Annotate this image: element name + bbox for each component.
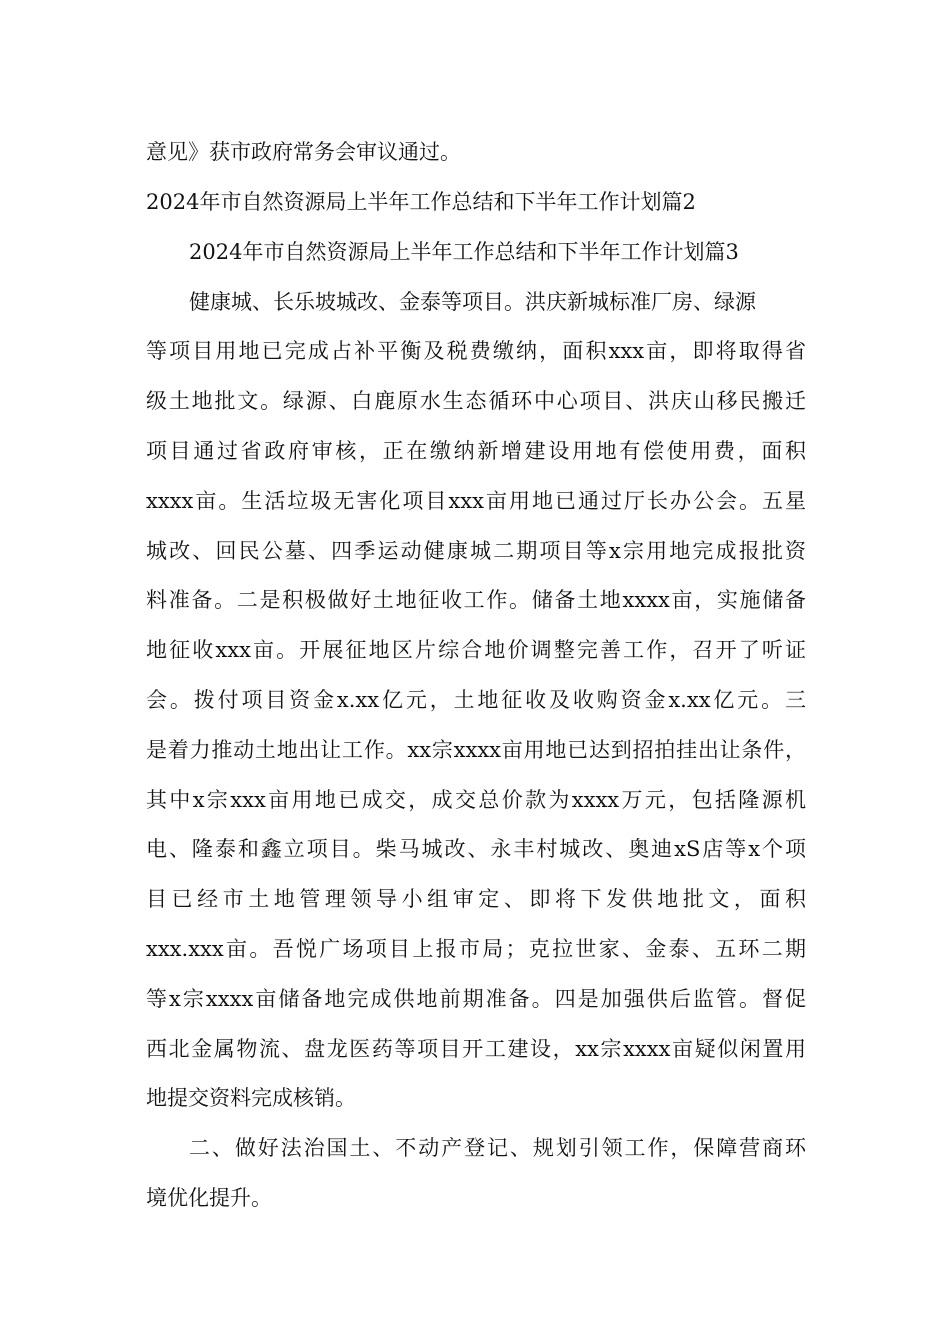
paragraph-1-line-2: 等项目用地已完成占补平衡及税费缴纳，面积xxx亩，即将取得省 [146, 339, 806, 363]
paragraph-1-line-10: 是着力推动土地出让工作。xx宗xxxx亩用地已达到招拍挂出让条件， [146, 738, 806, 762]
paragraph-1-line-6: 城改、回民公墓、四季运动健康城二期项目等x宗用地完成报批资 [146, 539, 806, 563]
paragraph-1-line-5: xxxx亩。生活垃圾无害化项目xxx亩用地已通过厅长办公会。五星 [146, 489, 806, 513]
paragraph-1-line-16: 西北金属物流、盘龙医药等项目开工建设，xx宗xxxx亩疑似闲置用 [146, 1037, 806, 1061]
paragraph-1-line-4: 项目通过省政府审核，正在缴纳新增建设用地有偿使用费，面积 [146, 439, 806, 463]
paragraph-1-line-17: 地提交资料完成核销。 [146, 1086, 356, 1110]
paragraph-2-line-1: 二、做好法治国土、不动产登记、规划引领工作，保障营商环 [189, 1136, 806, 1160]
paragraph-1-line-9: 会。拨付项目资金x.xx亿元，土地征收及收购资金x.xx亿元。三 [146, 688, 806, 712]
paragraph-1-line-14: xxx.xxx亩。吾悦广场项目上报市局；克拉世家、金泰、五环二期 [146, 937, 806, 961]
text-line-2: 2024年市自然资源局上半年工作总结和下半年工作计划篇2 [146, 190, 696, 214]
paragraph-1-line-11: 其中x宗xxx亩用地已成交，成交总价款为xxxx万元，包括隆源机 [146, 788, 806, 812]
paragraph-1-line-1: 健康城、长乐坡城改、金泰等项目。洪庆新城标准厂房、绿源 [189, 290, 756, 314]
paragraph-1-line-8: 地征收xxx亩。开展征地区片综合地价调整完善工作，召开了听证 [146, 638, 806, 662]
text-line-1: 意见》获市政府常务会审议通过。 [146, 140, 461, 164]
paragraph-1-line-12: 电、隆泰和鑫立项目。柴马城改、永丰村城改、奥迪xS店等x个项 [146, 837, 806, 861]
paragraph-1-line-3: 级土地批文。绿源、白鹿原水生态循环中心项目、洪庆山移民搬迁 [146, 389, 806, 413]
paragraph-1-line-7: 料准备。二是积极做好土地征收工作。储备土地xxxx亩，实施储备 [146, 588, 806, 612]
paragraph-1-line-15: 等x宗xxxx亩储备地完成供地前期准备。四是加强供后监管。督促 [146, 987, 806, 1011]
paragraph-1-line-13: 目已经市土地管理领导小组审定、即将下发供地批文，面积 [146, 887, 806, 911]
text-line-3: 2024年市自然资源局上半年工作总结和下半年工作计划篇3 [189, 240, 739, 264]
paragraph-2-line-2: 境优化提升。 [146, 1186, 272, 1210]
